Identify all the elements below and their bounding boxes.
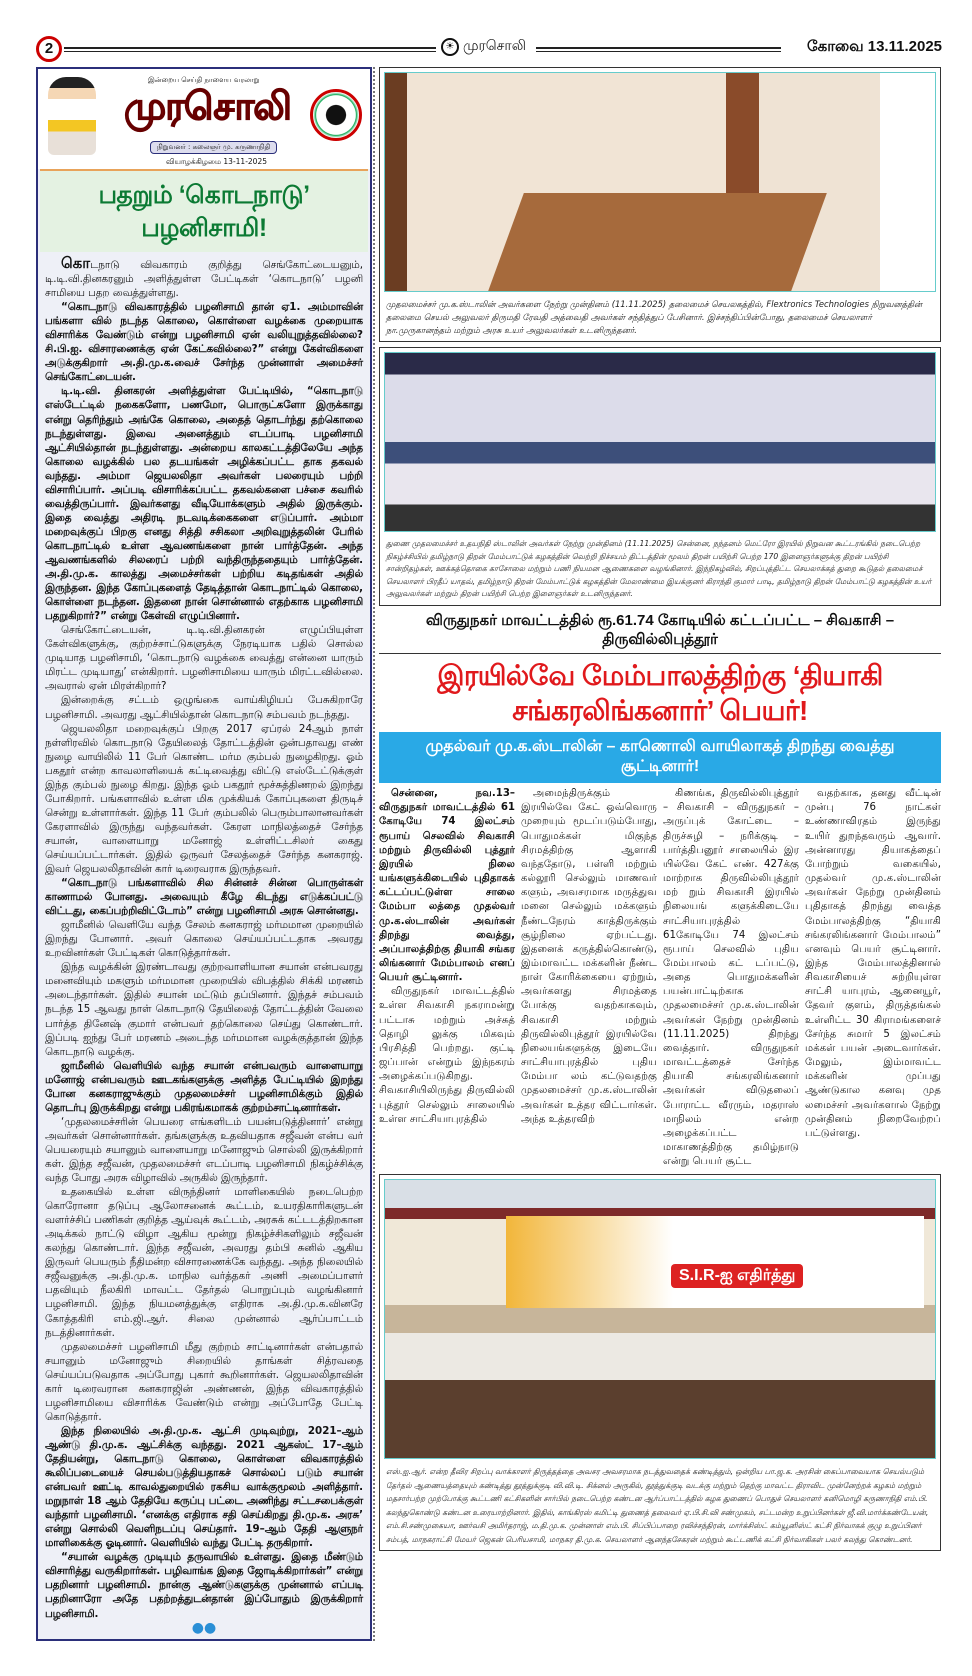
photo-story-3 [379,1174,941,1551]
paragraph-text: இந்த நிலையில் அ.தி.மு.க. ஆட்சி முடிவுற்று, 2021–ஆம் ஆண்டு தி.மு.க. ஆட்சிக்கு வந்தது. 2021 ஆகஸ்ட் 17–ஆம் தேதியன்று, கொடநாடு கொலை, கொள்ளை விவகாரத்தில் கூலிப்படையைச் செயல்படுத்தியதாகச் சொல்லப் படும் சயான் என்பவர் ஊட்டி காவல்துறையில் ரகசிய வாக்குமூலம் அளித்தார். மறுநாள் 18 ஆம் தேதியே கருப்பு பட்டை அணிந்து சட்டசபைக்குள் வந்தார் பழனிசாமி. ‘எனக்கு எதிராக சதி செய்கிறது தி.மு.க. அரசு’ என்று சொல்லி வெளிநடப்பு செய்தார். 19–ஆம் தேதி ஆளுநர் மாளிகைக்கு ஓடினார். வெளியில் வந்து பேட்டி தருகிறார். [45,1424,363,1550]
editorial-column [36,67,372,1641]
editorial-body [38,252,370,1639]
rising-sun-emblem-icon: ☀ [441,38,459,56]
paragraph-text: ‘முதலமைச்சரின் பெயரை எங்களிடம் பயன்படுத்தினார்’ என்று அவர்கள் சொன்னார்கள். தங்களுக்கு உதவியதாக சஜீவன் என்ப வர் பெயரையும் சயானும் வாளையாறு மனோஜும் சொல்லி இருக்கிறார் கள். இந்த சஜீவன், முதலமைச்சர் எடப்பாடி பழனிசாமி நிகழ்ச்சிக்கு வந்த போது அரசு விழாவில் அருகில் இருந்தார். [45,1115,363,1185]
page-number: 2 [36,36,62,62]
editorial-paragraph [45,960,363,1058]
party-seal-icon [310,89,362,141]
protest-photo [384,1179,936,1459]
page-header [36,36,942,62]
paragraph-text: “கொடநாடு பங்களாவில் சில சின்னச் சின்ன பொருள்கள் காணாமல் போனது. அவையும் கீழே கிடந்து எடுக்கப்பட்டு விட்டது, கைப்பற்றிவிட்டோம்” என்று பழனிசாமி அரசு சொன்னது. [45,877,363,918]
masthead-text: முரசொலி [463,38,526,54]
article-column [663,787,799,1169]
masthead-tagline: இன்றைய செய்தி நாளைய வரலாறு [148,76,260,84]
article-kicker: விருதுநகர் மாவட்டத்தில் ரூ.61.74 கோடியில் கட்டப்பட்ட – சிவகாசி – திருவில்லிபுத்தூர் [379,611,941,654]
end-mark: ●● [191,1619,217,1636]
article-column [805,787,941,1141]
photo-caption: துணை முதலமைச்சர் உதயநிதி ஸ்டாலின் அவர்கள் நேற்று முன்தினம் (11.11.2025) சென்னை, நந்தனம் மெட்ரோ இரயில் நிறுவன கூட்டரங்கில் நடைபெற்ற நிகழ்ச்சியில் தமிழ்நாடு திறன் மேம்பாட்டுக் கழகத்தின் வெற்றி நிச்சயம் திட்டத்தின் மூலம் திறன் பயிற்சி பெற்ற 170 இளைஞர்களுக்கு திறன் பயிற்சி சான்றிதழ்கள், ஊக்கத்தொகை காசோலை மற்றும் பணி நியமன ஆணைகளை வழங்கினார். இந்நிகழ்வில், சிறப்புத்திட்ட செயலாக்கத் துறை கூடுதல் தலைமைச் செயலாளர் பிரதீப் யாதவ், தமிழ்நாடு திறன் மேம்பாட்டுக் கழகத்தின் மேலாண்மை இயக்குனர் கிராந்தி குமார் பாடி, தமிழ்நாடு திறன் மேம்பாட்டு கழகத்தின் உயர் அலுவலர்கள் மற்றும் திறன் பயிற்சி பெற்ற இளைஞர்கள் உடனிருந்தனர். [386,539,932,598]
paragraph-text: “கொடநாடு விவகாரத்தில் பழனிசாமி தான் ஏ1. அம்மாவின் பங்களா வில் நடந்த கொலை, கொள்ளை வழக்கை முறையாக விசாரிக்க வேண்டும் என்று பழனிசாமி ஏன் வலியுறுத்தவில்லை? சி.பி.ஐ. விசாரணைக்கு ஏன் கேட்கவில்லை?” என்று கேள்விகளை அடுக்குகிறார் அ.தி.மு.க.வைச் சேர்ந்த முன்னாள் அமைச்சர் செங்கோட்டையன். [45,301,363,384]
editorial-paragraph [45,623,363,693]
editorial-paragraph [45,876,363,918]
editorial-paragraph [45,1550,363,1620]
paragraph-text: உதகையில் உள்ள விருந்தினர் மாளிகையில் நடைபெற்ற கொரோனா தடுப்பு ஆலோசனைக் கூட்டம், உயரதிகாரிகளுடன் வளர்ச்சிப் பணிகள் குறித்த ஆய்வுக் கூட்டம், அரசுக் கட்டடத்திறகான அடிக்கல் நாட்டு விழா ஆகிய மூன்று நிகழ்ச்சிகளிலும் சஜீவன் கலந்து கொண்டார். இந்த சஜீவன், அவரது தம்பி சுனில் ஆகிய இருவர் பெயரும் நீதிமன்ற விசாரணைக்கே வந்தது. அந்த நிலையில் சஜீவனுக்கு அ.தி.மு.க. மாநில வர்த்தகர் அணி அமைப்பாளர் பதவியும் நீலகிரி மாவட்ட தேர்தல் பொறுப்பும் வழங்கினார் பழனிசாமி. இந்த நியமனத்துக்கு எதிராக அ.தி.மு.க.வினரே கோத்தகிரி எம்.ஜி.ஆர். சிலை முன்னால் ஆர்ப்பாட்டம் நடத்தினார்கள். [45,1186,363,1339]
header-rule [536,47,781,52]
article-text: அமைந்திருக்கும் இரயில்வே கேட் ஒவ்வொரு முறையும் மூடப்படும்போது, பொதுமக்கள் மிகுந்த சிரமத்திற்கு ஆளாகி வந்ததோடு, பள்ளி மற்றும் கல்லூரி செல்லும் மாணவர் களும், அவசரமாக மருத்துவ மனை செல்லும் மக்களும் நீண்டநேரம் காத்திருக்கும் சூழ்நிலை ஏற்பட்டது. இதனைக் கருத்தில்கொண்டு, இம்மாவட்ட மக்களின் நீண்ட நாள் கோரிக்கையை ஏற்றும், அவர்களது சிரமத்தை போக்கு வதற்காகவும், சிவகாசி மற்றும் திருவில்லிபுத்தூர் இரயில்வே நிலையங்களுக்கு இடையே சாட்சியாபுரத்தில் புதிய மேம்பா லம் கட்டுவதற்கு முதலமைச்சர் மு.க.ஸ்டாலின் அவர்கள் உத்தர விட்டார்கள். அந்த உத்தரவிற் [521,788,657,1125]
editorial-paragraph [45,918,363,960]
masthead-date: வியாழக்கிழமை 13-11-2025 [166,157,267,166]
editorial-paragraph [45,1340,363,1424]
editorial-paragraph [45,1424,363,1550]
paragraph-text: செங்கோட்டையன், டி.டி.வி.தினகரன் எழுப்பியுள்ள கேள்விகளுக்கு, குற்றச்சாட்டுகளுக்கு நேரடியாக பதில் சொல்ல முடியாத பழனிசாமி, ‘கொடநாடு வழக்கை வைத்து என்னை யாரும் மிரட்ட முடியாது’ என்கிறார். பழனிசாமியை யாரும் மிரட்டவில்லை. அவரால் ஏன் மிரள்கிறார்? [45,624,363,693]
article-column [379,787,515,1127]
photo-caption: எஸ்.ஐ.ஆர். என்ற தீவிர சிறப்பு வாக்காளர் திருத்தத்தை அவசர அவசரமாக நடத்துவதைக் கண்டித்தும், ஒன்றிய பா.ஜ.க. அரசின் கைப்பாவையாக செயல்படும் தேர்தல் ஆணையத்தையும் கண்டித்து தூத்துக்குடி வி.வி.டி. சிக்னல் அருகில், தூத்துக்குடி வடக்கு மற்றும் தெற்கு மாவட்ட திராவிட முன்னேற்றக் கழகம் மற்றும் மதசார்பற்ற முற்போக்கு கூட்டணி கட்சிகளின் சார்பில் நடைபெற்ற கண்டன ஆர்ப்பாட்டத்தில் கழக துணைப் பொதுச் செயலாளர் கனிமொழி கருணாநிதி எம்.பி. கலந்துகொண்டு கண்டன உரையாற்றினார். இதில், காங்கிரஸ் கமிட்டி துணைத் தலைவர் ஏ.பி.சி.வி சண்முகம், சட்டமன்ற உறுப்பினர்கள் ஜீ.வி.மார்க்கண்டேயன், எம்.சி.சண்முகையா, ஊர்வசி அமிர்தராஜ், ம.தி.மு.க. முன்னாள் எம்.பி. சிப்பிப்பாறை ரவிச்சந்திரன், மார்க்சிஸ்ட் கம்யூனிஸ்ட் கட்சி நிர்வாகக் குழு உறுப்பினர் சம்பத், மாநகராட்சி மேயர் ஜெகன் பெரியசாமி, மாநகர தி.மு.க. செயலாளர் ஆனந்தசேகரன் மற்றும் கூட்டணிக் கட்சி நிர்வாகிகள் பலர் கலந்து கொண்டனர். [386,1467,929,1544]
founder-line: நிறுவனர் : கலைஞர் மு. கருணாநிதி [150,141,277,154]
article-subheadline: முதல்வர் மு.க.ஸ்டாலின் – காணொலி வாயிலாகத் திறந்து வைத்து சூட்டினார்! [379,732,941,784]
right-section [379,67,941,1551]
editorial-paragraph [45,693,363,721]
ceremony-photo [384,352,936,532]
article-text: வதற்காக, தனது வீட்டின் முன்பு 76 நாட்கள் உண்ணாவிரதம் இருந்து உயிர் துறந்தவரும் ஆவார். அன்னாரது தியாகத்தைப் போற்றும் வகையில், முதல்வர் மு.க.ஸ்டாலின் அவர்கள் நேற்று முன்தினம் புதிதாகத் திறந்து வைத்த மேம்பாலத்திற்கு “தியாகி சங்கரலிங்கனார் மேம்பாலம்” எனவும் பெயர் சூட்டினார். இந்த மேம்பாலத்தினால் சிவகாசியைச் சுற்றியுள்ள சாட்சி யாபுரம், ஆனையூர், தேவர் குளம், திருத்தங்கல் உள்ளிட்ட 30 கிராமங்களைச் சேர்ந்த சுமார் 5 இலட்சம் மக்கள் பயன் அடைவார்கள். மேலும், இம்மாவட்ட மக்களின் முப்பது ஆண்டுகால கனவு முத லமைச்சர் அவர்களால் நேற்று முன்தினம் நிறைவேற்றப் பட்டுள்ளது. [805,788,941,1139]
banner-text: S.I.R-ஐ எதிர்த்து [671,1264,803,1288]
article-text: கிணங்க, திருவில்லிபுத்தூர் – சிவகாசி – விருதுநகர் – அருப்புக் கோட்டை – திருச்சுழி – நரிக்குடி – பார்த்திபனூர் சாலையில் இர யில்வே கேட் எண். 427க்கு மாற்றாக திருவில்லிபுத்தூர் மற் றும் சிவகாசி இரயில் நிலையங் களுக்கிடையே சாட்சியாபுரத்தில் 61கோடியே 74 இலட்சம் ரூபாய் செலவில் புதிய மேம்பாலம் கட் டப்பட்டு, அதை பொதுமக்களின் பயன்பாட்டிற்காக முதலமைச்சர் மு.க.ஸ்டாலின் அவர்கள் நேற்று முன்தினம் (11.11.2025) திறந்து வைத்தார். விருதுநகர் மாவட்டத்தைச் சேர்ந்த தியாகி சங்கரலிங்கனார் அவர்கள் விடுதலைப் போராட்ட வீரரும், மதராஸ் மாநிலம் என்ற அழைக்கப்பட்ட மாகாணத்திற்கு தமிழ்நாடு என்று பெயர் சூட்ட [663,788,799,1168]
paragraph-text: முதலமைச்சர் பழனிசாமி மீது குற்றம் சாட்டினார்கள் என்பதால் சயானும் மனோஜும் சிறையில் தாங்கள் சித்ரவதை செய்யப்படுவதாக அப்போது புகார் கூறினார்கள். ஜெயலலிதாவின் கார் டிரைவரான கனகராஜின் அண்ணன், இந்த விவகாரத்தில் பழனிசாமியை விசாரிக்க வேண்டும் என்று அப்போதே பேட்டி கொடுத்தார். [45,1340,363,1423]
editorial-paragraph [45,1059,363,1115]
paragraph-text: டநாடு விவகாரம் குறித்து செங்கோட்டையனும், டி.டி.வி.தினகரனும் அளித்துள்ள பேட்டிகள் ‘கொடநாடு’ பழனி சாமியை பதற வைத்துள்ளது. [45,259,363,300]
header-masthead [441,38,526,56]
founder-portrait [48,77,96,155]
article [379,611,941,1170]
murasoli-logo: முரசொலி [124,86,291,128]
column-divider [373,67,375,1641]
meeting-photo [384,72,936,292]
editorial-paragraph [45,256,363,300]
header-rule [64,47,436,52]
article-headline: இரயில்வே மேம்பாலத்திற்கு ‘தியாகி சங்கரலிங்கனார்’ பெயர்! [437,659,883,726]
editorial-paragraph [45,384,363,623]
drop-cap: கொ [61,254,91,272]
editorial-paragraph [45,722,363,877]
photo-caption: முதலமைச்சர் மு.க.ஸ்டாலின் அவர்களை நேற்று முன்தினம் (11.11.2025) தலைமைச் செயலகத்தில், Flextronics Technologies நிறுவனத்தின் தலைமை செயல் அலுவலர் திருமதி ரேவதி அத்வைதி அவர்கள் சந்தித்துப் பேசினார். இச்சந்திப்பின்போது, தலைமைச் செயலாளர் நா.முருகானந்தம் மற்றும் அரசு உயர் அலுவலர்கள் உடனிருந்தனர். [386,299,923,335]
photo-story-2 [379,347,941,606]
paragraph-text: டி.டி.வி. தினகரன் அளித்துள்ள பேட்டியில், “கொடநாடு எஸ்டேட்டில் நகைகளோ, பணமோ, பொருட்களோ இருக்காது என்று தெரிந்தும் அங்கே கொலை, அதைத் தொடர்ந்து தற்கொலை நடந்துள்ளது. இவை அனைத்தும் எடப்பாடி பழனிசாமி ஆட்சியில்தான் நடந்துள்ளது. அன்றைய காலகட்டத்திலேயே அந்த கொலை வழக்கில் பல தடயங்கள் அழிக்கப்பட்ட தாக தகவல் வந்தது. அம்மா ஜெயலலிதா அவர்கள் பலரையும் பற்றி விசாரிப்பார். அப்படி விசாரிக்கப்பட்ட தகவல்களை பச்சை கவரில் வைத்திருப்பார். இவர்களது வீடியோக்களும் அதில் இருக்கும். இதை வைத்து அதிரடி நடவடிக்கைகளை எடுப்பார். அம்மா மறைவுக்குப் பிறகு எனது சித்தி சசிகலா அறிவுறுத்தலின் பேரில் கொடநாட்டில் உள்ள ஆவணங்களை நான் பார்த்தேன். அந்த ஆவணங்களில் சிலரைப் பற்றி வந்திருந்ததையும் பார்த்தேன். அ.தி.மு.க. காலத்து அமைச்சர்கள் பற்றிய கடிதங்கள் அதில் இருந்தன. இந்த கோப்புகளைத் தேடித்தான் கொடநாட்டில் கொலை, கொள்ளை நடந்தன. இதனை நான் சொன்னால் எதற்காக பழனிசாமி பதறுகிறார்?” என்று கேள்வி எழுப்பினார். [45,385,363,623]
editorial-paragraph [45,300,363,384]
editorial-paragraph [45,1185,363,1340]
paragraph-text: ஜாமீனில் வெளியே வந்த சேலம் கனகராஜ் மர்மமான முறையில் இறந்து போனார். அவர் கொலை செய்யப்பட்டதாக அவரது உறவினர்கள் பேட்டிகள் கொடுத்தார்கள். [45,919,363,960]
photo-story-1 [379,67,941,342]
article-body [379,787,941,1169]
paragraph-text: இன்றைக்கு சட்டம் ஒழுங்கை வாய்கிழியப் பேசுகிறாரே பழனிசாமி. அவரது ஆட்சியில்தான் கொடநாடு சம்பவம் நடந்தது. [45,694,363,721]
masthead [38,69,370,169]
paragraph-text: ஜாமீனில் வெளியில் வந்த சயான் என்பவரும் வாளையாறு மனோஜ் என்பவரும் ஊடகங்களுக்கு அளித்த பேட்டியில் இறந்து போன கனகராஜுக்கும் முதலமைச்சர் பழனிசாமிக்கும் இதில் தொடர்பு இருக்கிறது என்று பகிரங்கமாகக் குற்றம்சாட்டினார்கள். [45,1059,363,1114]
protest-banner [506,1216,924,1308]
article-lead: சென்னை, நவ.13– விருதுநகர் மாவட்டத்தில் 61 கோடியே 74 இலட்சம் ரூபாய் செலவில் சிவகாசி மற்றும் திருவில்லி புத்தூர் இரயில் நிலை யங்களுக்கிடையில் புதிதாகக் கட்டப்பட்டுள்ள சாலை மேம்பா லத்தை முதல்வர் மு.க.ஸ்டாலின் அவர்கள் திறந்து வைத்து, அப்பாலத்திற்கு தியாகி சங்கர லிங்கனார் மேம்பாலம் எனப் பெயர் சூட்டினார். [379,788,515,984]
paragraph-text: ஜெயலலிதா மறைவுக்குப் பிறகு 2017 ஏப்ரல் 24ஆம் நாள் நள்ளிரவில் கொடநாடு தேயிலைத் தோட்டத்தின் ஒன்பதாவது எண் நுழை வாயிலில் 11 பேர் கொண்ட மர்ம கும்பல் நுழைகிறது. ஓம் பகதூர் என்ற காவலாளியைக் கட்டிவைத்து விட்டு எஸ்டேட்டுக்குள் இந்த கும்பல் நுழை கிறது. இந்த ஓம் பகதூர் மூச்சுத்திணறல் இறந்து போகிறார். பங்களாவில் உள்ள மிக முக்கியக் கோப்புகளை திருடிச் சென்று உள்ளார்கள். இந்த 11 பேர் கும்பலில் பெரும்பாலானவர்கள் கேரளாவில் இருந்து வந்தவர்கள். கேரள மாநிலத்தைச் சேர்ந்த சயான், வாளையாறு மனோஜ் உள்ளிட்டசிலர் கைது செய்யப்பட்டார்கள். இதில் ஒருவர் சேலத்தைச் சேர்ந்த கனகராஜ். இவர் ஜெயலலிதாவின் கார் டிரைவராக இருந்தவர். [45,722,363,876]
article-column [521,787,657,1127]
editorial-headline: பதறும் ‘கொடநாடு’ பழனிசாமி! [40,169,368,252]
paragraph-text: இந்த வழக்கின் இரண்டாவது குற்றவாளியான சயான் என்பவரது மனைவியும் மகளும் மர்மமான முறையில் விபத்தில் சிக்கி மரணம் அடைந்தார்கள். இதில் சயான் மட்டும் தப்பினார். இந்தச் சம்பவம் நடந்த 15 ஆவது நாள் கொடநாடு தேயிலைத் தோட்டத்தின் வேலை பார்த்த தினேஷ் குமார் என்பவர் தற்கொலை செய்து கொண்டார். இப்படி ஐந்து பேர் மரணம் அடைந்த மர்மமான வழக்குத்தான் இந்த கொடநாடு வழக்கு. [45,961,363,1058]
article-text: விருதுநகர் மாவட்டத்தில் உள்ள சிவகாசி நகராமன்று பட்டாசு மற்றும் அச்சுத் தொழி லுக்கு மிகவும் பிரசித்தி பெற்றது. குட்டி ஜப்பான் என்றும் இந்நகரம் அழைக்கப்படுகிறது. சிவகாசியிலிருந்து திருவில்லி புத்தூர் செல்லும் சாலையில் உள்ள சாட்சியாபுரத்தில் [379,986,515,1125]
edition-date: கோவை 13.11.2025 [806,38,942,55]
editorial-paragraph [45,1115,363,1185]
paragraph-text: “சயான் வழக்கு முடியும் தருவாயில் உள்ளது. இதை மீண்டும் விசாரித்து வருகிறார்கள். பழிவாங்க இதை ஜோடிக்கிறார்கள்” என்று பதறினார் பழனிசாமி. நான்கு ஆண்டுகளுக்கு முன்னால் எப்படி பதறினாரோ அதே பதற்றத்துடன்தான் இப்போதும் இருக்கிறார் பழனிசாமி. [45,1551,363,1620]
